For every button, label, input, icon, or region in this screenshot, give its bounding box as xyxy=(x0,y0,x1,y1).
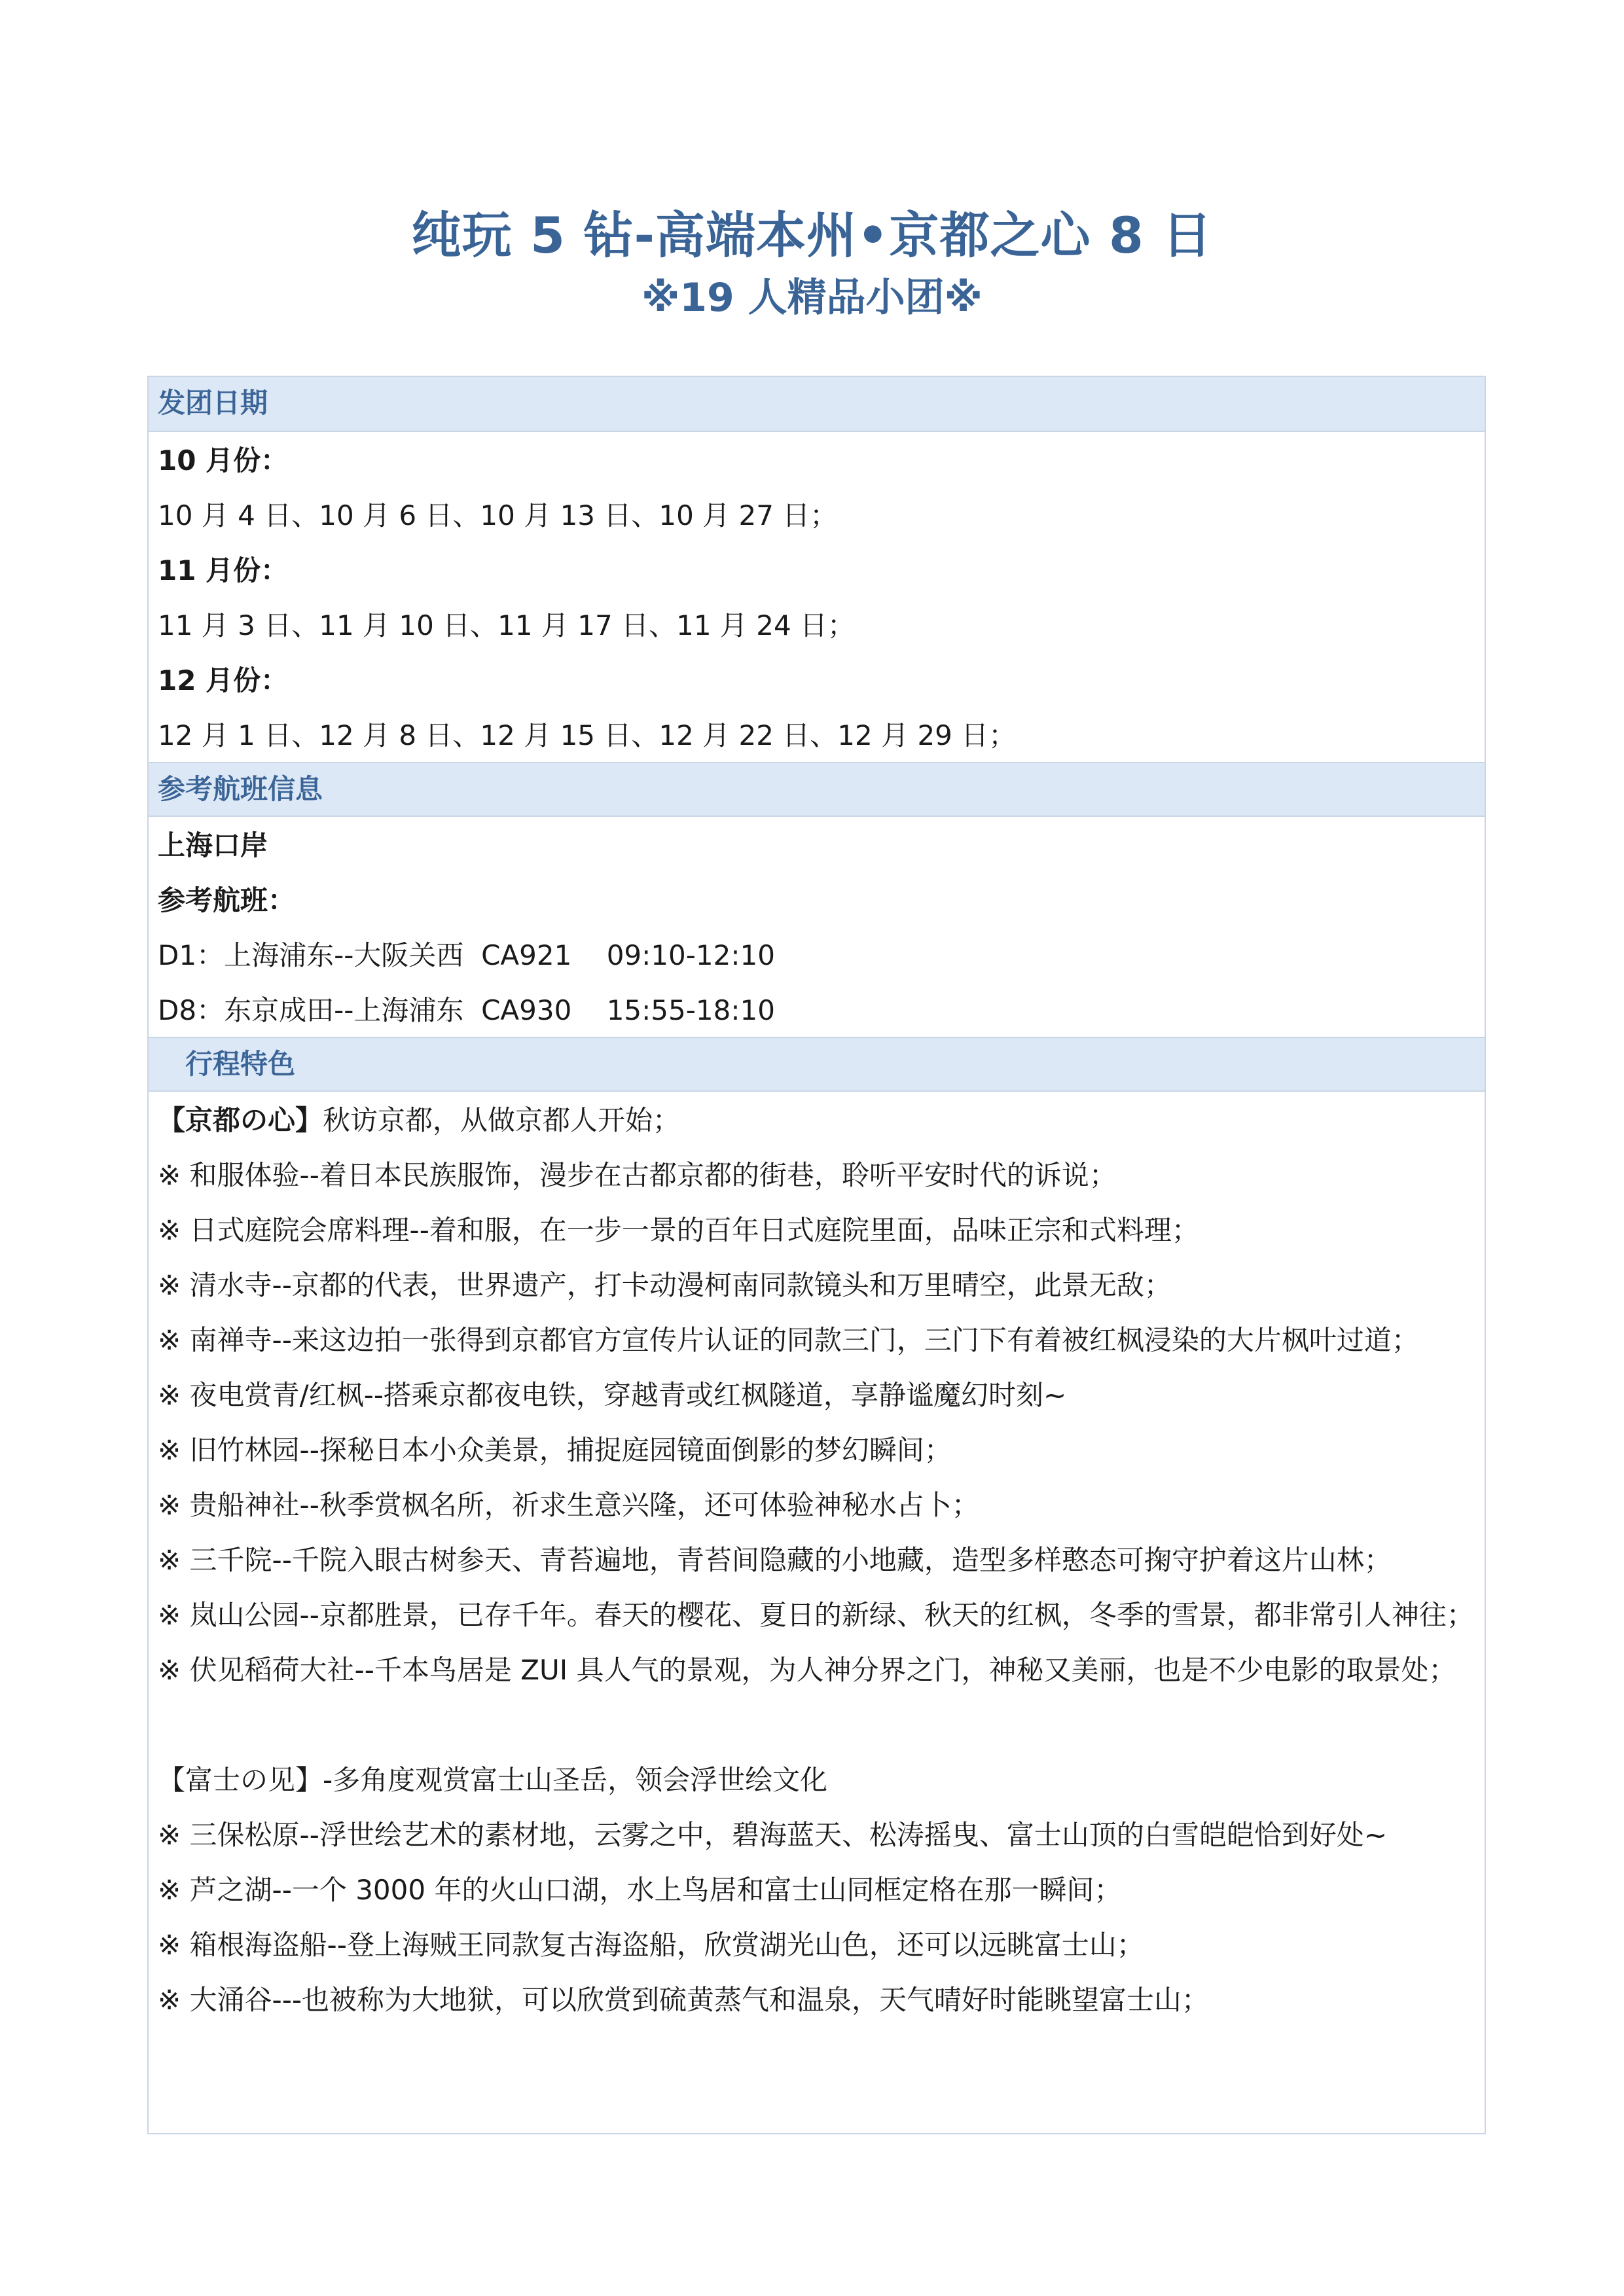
flights-label: 参考航班： xyxy=(158,884,296,916)
page-subtitle: ※19 人精品小团※ xyxy=(641,275,983,321)
month-label: 12 月份： xyxy=(158,664,289,696)
kyoto-intro xyxy=(158,1093,1475,1148)
month-dates: 10 月 4 日、10 月 6 日、10 月 13 日、10 月 27 日； xyxy=(158,499,838,531)
feature-item: ※ 三保松原--浮世绘艺术的素材地，云雾之中，碧海蓝天、松涛摇曳、富士山顶的白雪皑皑恰到好处~ xyxy=(158,1819,1388,1851)
feature-item: ※ 芦之湖--一个 3000 年的火山口湖，水上鸟居和富士山同框定格在那一瞬间； xyxy=(158,1874,1122,1906)
spacer xyxy=(158,1698,1475,1753)
feature-item: ※ 贵船神社--秋季赏枫名所，祈求生意兴隆，还可体验神秘水占卜； xyxy=(158,1489,979,1521)
feature-item: ※ 夜电赏青/红枫--搭乘京都夜电铁，穿越青或红枫隧道，享静谧魔幻时刻~ xyxy=(158,1379,1067,1411)
departure-section xyxy=(149,377,1485,762)
departure-dates xyxy=(149,432,1485,762)
feature-item: ※ 清水寺--京都的代表，世界遗产，打卡动漫柯南同款镜头和万里晴空，此景无敌； xyxy=(158,1269,1172,1301)
month-label: 11 月份： xyxy=(158,554,289,586)
itinerary-table xyxy=(147,376,1486,2134)
flights-heading: 参考航班信息 xyxy=(149,762,1485,817)
feature-item: ※ 岚山公园--京都胜景，已存千年。春天的樱花、夏日的新绿、秋天的红枫，冬季的雪景，都非常引人神往； xyxy=(158,1599,1474,1631)
kyoto-intro-text: 秋访京都，从做京都人开始； xyxy=(323,1104,681,1136)
features-list xyxy=(149,1092,1485,2028)
departure-port: 上海口岸 xyxy=(158,829,268,861)
feature-item: ※ 旧竹林园--探秘日本小众美景，捕捉庭园镜面倒影的梦幻瞬间； xyxy=(158,1434,952,1466)
feature-item: ※ 日式庭院会席料理--着和服，在一步一景的百年日式庭院里面，品味正宗和式料理； xyxy=(158,1214,1199,1246)
month-label: 10 月份： xyxy=(158,444,289,476)
month-dates: 12 月 1 日、12 月 8 日、12 月 15 日、12 月 22 日、12 月 29 日； xyxy=(158,719,1017,751)
flight-item: D8：东京成田--上海浦东 CA930 15:55-18:10 xyxy=(158,994,775,1026)
page-title: 纯玩 5 钻-高端本州•京都之心 8 日 xyxy=(411,206,1213,264)
flights-section xyxy=(149,762,1485,1037)
features-section xyxy=(149,1037,1485,2028)
flights-info xyxy=(149,817,1485,1037)
flight-item: D1：上海浦东--大阪关西 CA921 09:10-12:10 xyxy=(158,939,775,971)
fuji-intro: 【富士の见】-多角度观赏富士山圣岳，领会浮世绘文化 xyxy=(158,1764,828,1796)
feature-item: ※ 南禅寺--来这边拍一张得到京都官方宣传片认证的同款三门，三门下有着被红枫浸染的大片枫叶过道； xyxy=(158,1324,1419,1356)
feature-item: ※ 三千院--千院入眼古树参天、青苔遍地，青苔间隐藏的小地藏，造型多样憨态可掬守护着这片山林； xyxy=(158,1544,1392,1576)
document-title-block xyxy=(0,200,1624,324)
feature-item: ※ 箱根海盗船--登上海贼王同款复古海盗船，欣赏湖光山色，还可以远眺富士山； xyxy=(158,1929,1144,1961)
feature-item: ※ 和服体验--着日本民族服饰，漫步在古都京都的街巷，聆听平安时代的诉说； xyxy=(158,1159,1117,1191)
features-heading: 行程特色 xyxy=(149,1037,1485,1092)
kyoto-tag: 【京都の心】 xyxy=(158,1104,323,1136)
departure-heading: 发团日期 xyxy=(149,377,1485,432)
month-dates: 11 月 3 日、11 月 10 日、11 月 17 日、11 月 24 日； xyxy=(158,609,856,641)
feature-item: ※ 大涌谷---也被称为大地狱，可以欣赏到硫黄蒸气和温泉，天气晴好时能眺望富士山； xyxy=(158,1984,1210,2016)
feature-item: ※ 伏见稻荷大社--千本鸟居是 ZUI 具人气的景观，为人神分界之门，神秘又美丽，也是不少电影的取景处； xyxy=(158,1654,1456,1686)
